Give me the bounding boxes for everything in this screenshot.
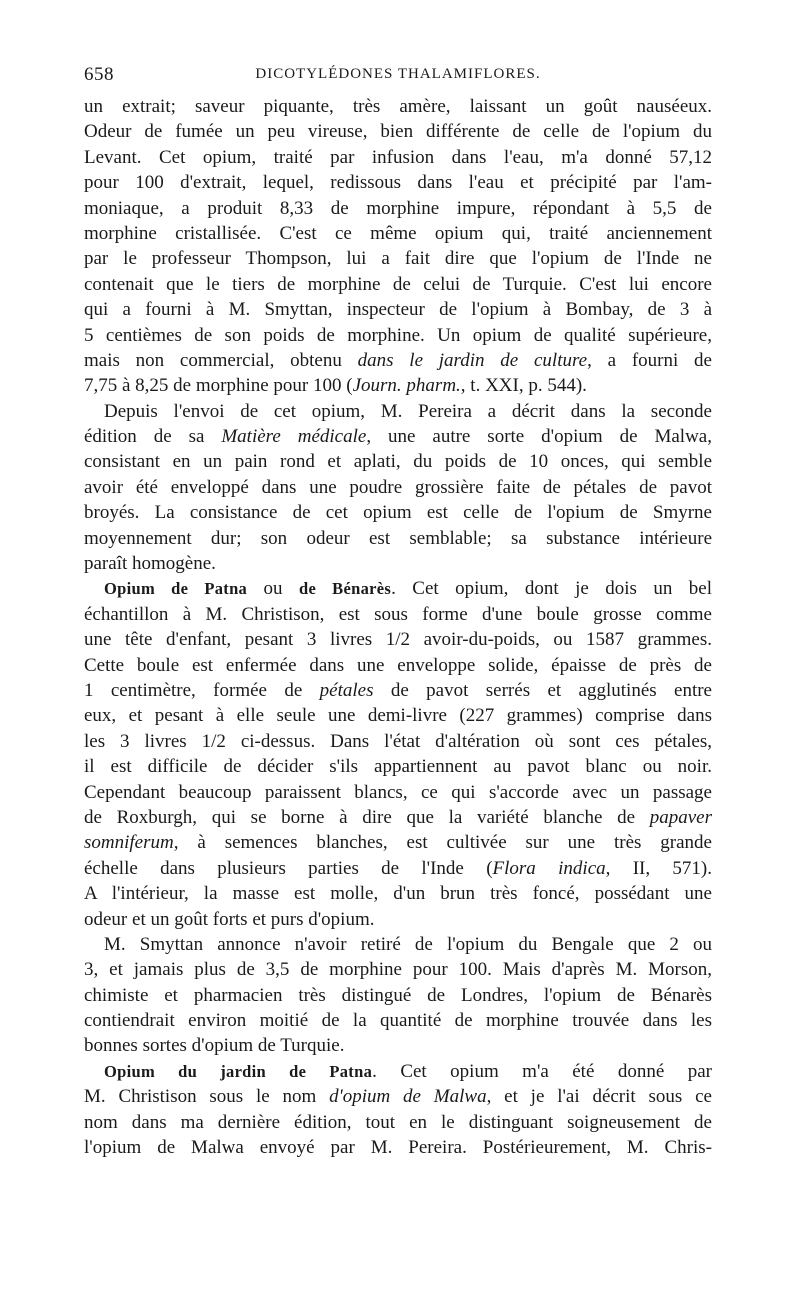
text-line xyxy=(84,1033,712,1058)
text-line xyxy=(84,703,712,728)
text-segment: ou xyxy=(247,578,299,600)
text-segment: Cependant beaucoup paraissent blancs, ce qui s'accorde avec un passage xyxy=(84,781,712,803)
text-line xyxy=(84,957,712,982)
text-segment: qui a fourni à M. Smyttan, inspecteur de l'opium à Bombay, de 3 à xyxy=(84,299,712,321)
text-segment: bonnes sortes d'opium de Turquie. xyxy=(84,1035,345,1057)
text-segment: M. Smyttan annonce n'avoir retiré de l'opium du Bengale que 2 ou xyxy=(104,933,712,955)
italic-text: dans le jardin de culture xyxy=(357,349,588,371)
text-segment: 5 centièmes de son poids de morphine. Un opium de qualité supérieure, xyxy=(84,324,712,346)
text-line xyxy=(84,297,712,322)
section-heading: de Bénarès xyxy=(298,579,392,599)
text-segment: de Roxburgh, qui se borne à dire que la variété blanche de xyxy=(84,806,650,828)
text-line xyxy=(84,475,712,500)
text-segment: broyés. La consistance de cet opium est celle de l'opium de Smyrne xyxy=(84,502,712,524)
text-segment: . Cet opium, dont je dois un bel xyxy=(391,578,712,600)
text-line xyxy=(84,500,712,525)
text-line xyxy=(84,983,712,1008)
text-segment: M. Christison sous le nom xyxy=(84,1086,330,1108)
text-segment: chimiste et pharmacien très distingué de Londres, l'opium de Bénarès xyxy=(84,984,712,1006)
italic-text: pétales xyxy=(319,679,374,701)
text-segment: Levant. Cet opium, traité par infusion dans l'eau, m'a donné 57,12 xyxy=(84,146,712,168)
text-line xyxy=(84,1110,712,1135)
text-line xyxy=(84,729,712,754)
text-segment: A l'intérieur, la masse est molle, d'un brun très foncé, possédant une xyxy=(84,883,712,905)
italic-text: Flora indica xyxy=(492,857,606,879)
text-line xyxy=(84,348,712,373)
text-line xyxy=(84,119,712,144)
italic-text: Journ. pharm. xyxy=(352,375,461,397)
text-line xyxy=(84,449,712,474)
text-line xyxy=(84,576,712,601)
text-line xyxy=(84,830,712,855)
text-line xyxy=(84,780,712,805)
text-segment: avoir été enveloppé dans une poudre grossière faite de pétales de pavot xyxy=(84,476,712,498)
text-segment: . Cet opium m'a été donné par xyxy=(372,1060,712,1082)
text-line xyxy=(84,551,712,576)
text-segment: moyennement dur; son odeur est semblable; sa substance intérieure xyxy=(84,527,712,549)
italic-text: papaver xyxy=(649,806,712,828)
text-line xyxy=(84,907,712,932)
text-segment: nom dans ma dernière édition, tout en le distinguant soigneusement de xyxy=(84,1111,712,1133)
text-segment: , t. XXI, p. 544). xyxy=(460,375,587,397)
text-line xyxy=(84,246,712,271)
text-segment: Cette boule est enfermée dans une enveloppe solide, épaisse de près de xyxy=(84,654,712,676)
text-line xyxy=(84,856,712,881)
text-line xyxy=(84,1135,712,1160)
text-segment: contenait que le tiers de morphine de celui de Turquie. C'est lui encore xyxy=(84,273,712,295)
text-segment: paraît homogène. xyxy=(84,553,216,575)
text-segment: Depuis l'envoi de cet opium, M. Pereira a décrit dans la seconde xyxy=(104,400,712,422)
text-segment: par le professeur Thompson, lui a fait dire que l'opium de l'Inde ne xyxy=(84,248,712,270)
text-line xyxy=(84,424,712,449)
text-line xyxy=(84,602,712,627)
text-line xyxy=(84,196,712,221)
text-line xyxy=(84,399,712,424)
section-heading: Opium de Patna xyxy=(104,579,248,599)
section-heading: Opium du jardin de Patna xyxy=(104,1061,373,1081)
text-line xyxy=(84,272,712,297)
text-line xyxy=(84,145,712,170)
text-line xyxy=(84,170,712,195)
text-line xyxy=(84,94,712,119)
text-line xyxy=(84,932,712,957)
text-line xyxy=(84,1008,712,1033)
text-segment: , et je l'ai décrit sous ce xyxy=(486,1086,712,1108)
text-segment: , à semences blanches, est cultivée sur une très grande xyxy=(173,832,712,854)
text-segment: un extrait; saveur piquante, très amère, laissant un goût nauséeux. xyxy=(84,96,712,117)
text-line xyxy=(84,323,712,348)
italic-text: Matière médicale xyxy=(221,426,367,448)
page-header xyxy=(84,64,712,94)
text-segment: , a fourni de xyxy=(587,349,712,371)
text-segment: édition de sa xyxy=(84,426,222,448)
text-line xyxy=(84,1059,712,1084)
body-text xyxy=(84,94,712,1160)
text-segment: odeur et un goût forts et purs d'opium. xyxy=(84,908,375,930)
text-segment: pour 100 d'extrait, lequel, redissous dans l'eau et précipité par l'am- xyxy=(84,172,712,194)
running-title: DICOTYLÉDONES THALAMIFLORES. xyxy=(255,66,541,82)
text-segment: , II, 571). xyxy=(605,857,712,879)
text-segment: échantillon à M. Christison, est sous forme d'une boule grosse comme xyxy=(84,603,712,625)
text-line xyxy=(84,881,712,906)
text-segment: 3, et jamais plus de 3,5 de morphine pour 100. Mais d'après M. Morson, xyxy=(84,959,712,981)
text-segment: 1 centimètre, formée de xyxy=(84,679,320,701)
text-line xyxy=(84,678,712,703)
text-segment: une tête d'enfant, pesant 3 livres 1/2 avoir-du-poids, ou 1587 grammes. xyxy=(84,629,712,651)
text-segment: , une autre sorte d'opium de Malwa, xyxy=(366,426,712,448)
text-line xyxy=(84,373,712,398)
text-line xyxy=(84,754,712,779)
text-segment: consistant en un pain rond et aplati, du poids de 10 onces, qui semble xyxy=(84,451,712,473)
text-segment: moniaque, a produit 8,33 de morphine impure, répondant à 5,5 de xyxy=(84,197,712,219)
text-segment: eux, et pesant à elle seule une demi-livre (227 grammes) comprise dans xyxy=(84,705,712,727)
text-line xyxy=(84,627,712,652)
text-line xyxy=(84,221,712,246)
text-segment: mais non commercial, obtenu xyxy=(84,349,358,371)
text-line xyxy=(84,805,712,830)
text-segment: de pavot serrés et agglutinés entre xyxy=(373,679,712,701)
text-line xyxy=(84,526,712,551)
text-line xyxy=(84,653,712,678)
italic-text: somniferum xyxy=(84,832,174,854)
text-segment: l'opium de Malwa envoyé par M. Pereira. Postérieurement, M. Chris- xyxy=(84,1137,712,1159)
text-segment: il est difficile de décider s'ils appartiennent au pavot blanc ou noir. xyxy=(84,756,712,778)
page-number: 658 xyxy=(84,64,114,85)
text-segment: les 3 livres 1/2 ci-dessus. Dans l'état d'altération où sont ces pétales, xyxy=(84,730,712,752)
text-line xyxy=(84,1084,712,1109)
text-segment: contiendrait environ moitié de la quantité de morphine trouvée dans les xyxy=(84,1010,712,1032)
text-segment: Odeur de fumée un peu vireuse, bien différente de celle de l'opium du xyxy=(84,121,712,143)
text-segment: 7,75 à 8,25 de morphine pour 100 ( xyxy=(84,375,353,397)
italic-text: d'opium de Malwa xyxy=(329,1086,487,1108)
text-segment: morphine cristallisée. C'est ce même opium qui, traité anciennement xyxy=(84,222,712,244)
text-segment: échelle dans plusieurs parties de l'Inde ( xyxy=(84,857,493,879)
